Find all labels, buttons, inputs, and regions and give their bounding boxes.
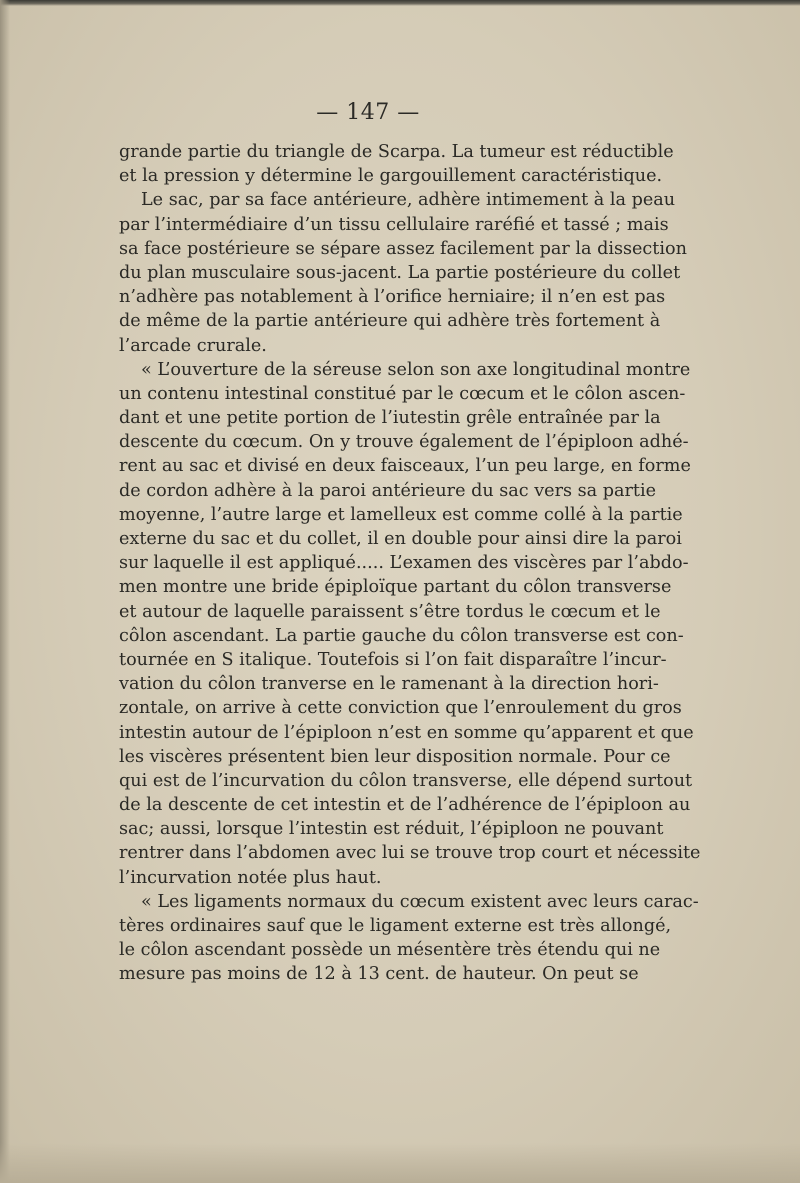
text-line: un contenu intestinal constitué par le cœcum et le côlon ascen- [119,383,686,404]
text-line: intestin autour de l’épiploon n’est en somme qu’apparent et que [119,722,694,743]
text-line: sur laquelle il est appliqué..... L’examen des viscères par l’abdo- [119,553,689,574]
text-line: sac; aussi, lorsque l’intestin est réduit, l’épiploon ne pouvant [119,819,664,840]
body-text [119,140,701,987]
text-line: de cordon adhère à la paroi antérieure du sac vers sa partie [119,480,656,501]
page-bottom-shadow [0,1143,800,1183]
text-line: et autour de laquelle paraissent s’être tordus le cœcum et le [119,601,661,622]
text-line: sa face postérieure se sépare assez facilement par la dissection [119,238,687,259]
text-line: n’adhère pas notablement à l’orifice herniaire; il n’en est pas [119,287,666,308]
text-line: mesure pas moins de 12 à 13 cent. de hauteur. On peut se [119,964,639,985]
text-line: de même de la partie antérieure qui adhère très fortement à [119,311,661,332]
text-line: dant et une petite portion de l’iutestin grêle entraînée par la [119,408,661,429]
text-line: externe du sac et du collet, il en double pour ainsi dire la paroi [119,529,682,549]
text-line: l’incurvation notée plus haut. [119,867,382,888]
text-line: Le sac, par sa face antérieure, adhère intimement à la peau [141,190,676,211]
page-number: — 147 — [316,100,420,125]
text-line: les viscères présentent bien leur disposition normale. Pour ce [119,746,671,767]
text-line: par l’intermédiaire d’un tissu cellulaire raréfié et tassé ; mais [119,214,669,235]
text-line: du plan musculaire sous-jacent. La partie postérieure du collet [119,262,681,283]
text-line: côlon ascendant. La partie gauche du côlon transverse est con- [119,625,684,646]
text-line: men montre une bride épiploïque partant du côlon transverse [119,577,672,598]
text-line: qui est de l’incurvation du côlon transverse, elle dépend surtout [119,770,693,791]
text-line: « L’ouverture de la séreuse selon son axe longitudinal montre [141,359,691,380]
text-line: tères ordinaires sauf que le ligament externe est très allongé, [119,916,672,936]
text-line: de la descente de cet intestin et de l’adhérence de l’épiploon au [119,795,691,816]
text-line: rent au sac et divisé en deux faisceaux, l’un peu large, en forme [119,456,691,477]
text-line: l’arcade crurale. [119,335,267,356]
text-line: vation du côlon tranverse en le ramenant à la direction hori- [119,674,659,695]
text-line: grande partie du triangle de Scarpa. La tumeur est réductible [119,142,674,162]
text-line: et la pression y détermine le gargouillement caractéristique. [119,166,663,187]
page-left-edge [0,0,10,1183]
text-line: descente du cœcum. On y trouve également de l’épiploon adhé- [119,432,689,453]
text-line: zontale, on arrive à cette conviction que l’enroulement du gros [119,698,682,719]
page-top-edge [0,0,800,6]
text-line: rentrer dans l’abdomen avec lui se trouve trop court et nécessite [119,843,701,864]
text-line: moyenne, l’autre large et lamelleux est comme collé à la partie [119,504,683,525]
text-line: le côlon ascendant possède un mésentère très étendu qui ne [119,940,661,961]
text-line: tournée en S italique. Toutefois si l’on fait disparaître l’incur- [119,649,667,670]
text-line: « Les ligaments normaux du cœcum existent avec leurs carac- [141,891,699,912]
